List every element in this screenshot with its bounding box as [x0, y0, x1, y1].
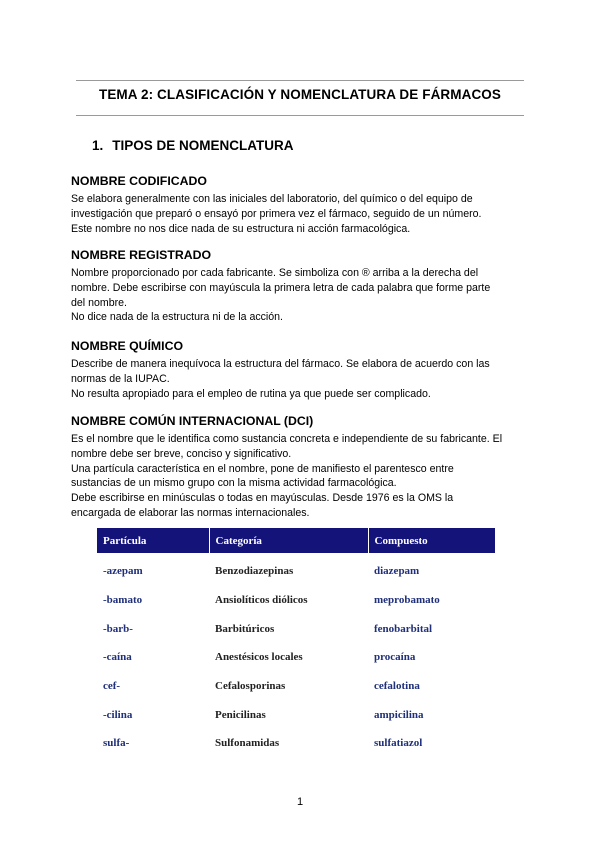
table-row: [97, 729, 495, 758]
column-header-particula: Partícula: [97, 528, 209, 553]
text-line: No resulta apropiado para el empleo de rutina ya que puede ser complicado.: [71, 387, 431, 400]
cell-particula: -caína: [103, 651, 132, 664]
block-nombre-quimico: [71, 339, 531, 401]
cell-particula: -barb-: [103, 622, 133, 635]
table-row: [97, 700, 495, 729]
cell-categoria: Barbitúricos: [215, 622, 275, 635]
block-text: [71, 357, 531, 401]
cell-categoria: Benzodiazepinas: [215, 565, 294, 578]
cell-compuesto: procaína: [374, 651, 416, 664]
cell-particula: -bamato: [103, 594, 143, 607]
cell-compuesto: ampicilina: [374, 708, 424, 721]
block-nombre-dci: [71, 414, 531, 521]
table-row: [97, 672, 495, 701]
text-line: del nombre.: [71, 296, 127, 309]
text-line: encargada de elaborar las normas internacionales.: [71, 506, 310, 519]
text-line: sustancias de un mismo grupo con la misma actividad farmacológica.: [71, 477, 397, 490]
block-nombre-codificado: [71, 174, 531, 236]
text-line: Una partícula característica en el nombre, pone de manifiesto el parentesco entre: [71, 462, 454, 475]
cell-compuesto: fenobarbital: [374, 622, 433, 635]
section-number: 1.: [92, 138, 104, 153]
cell-particula: cef-: [103, 680, 121, 693]
block-heading: NOMBRE QUÍMICO: [71, 339, 184, 353]
text-line: Se elabora generalmente con las iniciales del laboratorio, del químico o del equipo de: [71, 193, 473, 205]
cell-categoria: Sulfonamidas: [215, 737, 280, 750]
text-line: Es el nombre que le identifica como sustancia concreta e independiente de su fabricante. El: [71, 433, 503, 445]
cell-compuesto: diazepam: [374, 565, 420, 578]
block-heading: NOMBRE REGISTRADO: [71, 248, 212, 262]
text-line: investigación que preparó o ensayó por primera vez el fármaco, seguido de un número.: [71, 207, 482, 220]
cell-particula: -azepam: [103, 565, 143, 578]
section-heading: [92, 138, 294, 153]
text-line: nombre. Debe escribirse con mayúscula la primera letra de cada palabra que forme parte: [71, 281, 491, 294]
page-number: 1: [296, 796, 304, 808]
block-text: [71, 192, 531, 236]
block-heading: NOMBRE CODIFICADO: [71, 174, 207, 188]
block-heading: NOMBRE COMÚN INTERNACIONAL (DCI): [71, 414, 314, 428]
table-row: [97, 643, 495, 672]
cell-compuesto: sulfatiazol: [374, 737, 423, 750]
cell-categoria: Anestésicos locales: [215, 651, 303, 664]
table-row: [97, 553, 495, 586]
cell-categoria: Ansiolíticos diólicos: [215, 594, 308, 607]
cell-categoria: Penicilinas: [215, 708, 266, 721]
section-title: TIPOS DE NOMENCLATURA: [112, 138, 294, 153]
block-text: [71, 266, 531, 325]
cell-categoria: Cefalosporinas: [215, 680, 286, 693]
column-header-categoria: Categoría: [209, 528, 368, 553]
table-row: [97, 614, 495, 643]
cell-compuesto: meprobamato: [374, 594, 440, 607]
title-divider: [76, 115, 524, 116]
cell-particula: -cilina: [103, 708, 133, 721]
text-line: Describe de manera inequívoca la estructura del fármaco. Se elabora de acuerdo con las: [71, 358, 490, 370]
cell-compuesto: cefalotina: [374, 680, 420, 693]
text-line: normas de la IUPAC.: [71, 372, 170, 385]
text-line: Nombre proporcionado por cada fabricante. Se simboliza con ® arriba a la derecha del: [71, 267, 479, 279]
top-divider: [76, 80, 524, 81]
particles-table: [97, 528, 495, 758]
block-text: [71, 432, 531, 521]
column-header-compuesto: Compuesto: [374, 534, 428, 547]
text-line: Este nombre no nos dice nada de su estructura ni acción farmacológica.: [71, 222, 411, 235]
page-title: TEMA 2: CLASIFICACIÓN Y NOMENCLATURA DE FÁRMACOS: [98, 87, 502, 102]
table-header-row: [97, 528, 495, 553]
table-row: [97, 586, 495, 615]
cell-particula: sulfa-: [103, 737, 130, 750]
text-line: No dice nada de la estructura ni de la acción.: [71, 311, 284, 324]
block-nombre-registrado: [71, 248, 531, 325]
text-line: Debe escribirse en minúsculas o todas en mayúsculas. Desde 1976 es la OMS la: [71, 492, 454, 505]
text-line: nombre debe ser breve, conciso y significativo.: [71, 447, 292, 460]
